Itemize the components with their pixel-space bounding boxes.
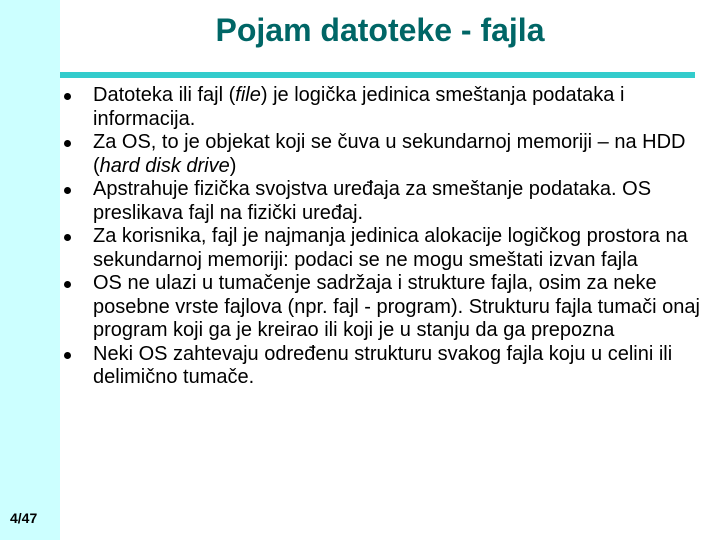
bullet-dot-icon (64, 281, 71, 288)
bullet-italic-text: file (235, 84, 261, 106)
bullet-text: ) je logička jedinica smeštanja podataka i informacija. (93, 84, 625, 130)
bullet-item (64, 178, 704, 225)
bullet-dot-icon (64, 140, 71, 147)
bullet-dot-icon (64, 234, 71, 241)
bullet-item (64, 343, 704, 390)
slide-title: Pojam datoteke - fajla (215, 12, 545, 48)
bullet-text: Apstrahuje fizička svojstva uređaja za smeštanje podataka. OS preslikava fajl na fizički uređaj. (93, 178, 652, 224)
bullet-text: OS ne ulazi u tumačenje sadržaja i strukture fajla, osim za neke posebne vrste fajlova (npr. fajl - program). Strukturu fajla tumači onaj program koji ga je kreirao ili koji je u stanju da ga prepozna (93, 272, 700, 341)
bullet-dot-icon (64, 187, 71, 194)
bullet-text: Datoteka ili fajl ( (93, 84, 236, 106)
bullet-dot-icon (64, 93, 71, 100)
bullet-item (64, 84, 704, 131)
bullet-list (64, 84, 704, 390)
bullet-italic-text: hard disk drive (99, 154, 230, 177)
bullet-dot-icon (64, 352, 71, 359)
bullet-item (64, 272, 704, 343)
page-number: 4/47 (10, 510, 38, 526)
bullet-text: Za korisnika, fajl je najmanja jedinica alokacije logičkog prostora na sekundarnoj memoriji: podaci se ne mogu smeštati izvan fajla (93, 225, 688, 271)
bullet-text: Neki OS zahtevaju određenu strukturu svakog fajla koju u celini ili delimično tumače. (93, 342, 673, 388)
bullet-item (64, 131, 704, 178)
title-underline (60, 72, 695, 78)
bullet-text: Za OS, to je objekat koji se čuva u sekundarnoj memoriji – na HDD ( (93, 131, 686, 177)
bullet-item (64, 225, 704, 272)
bullet-text: ) (229, 154, 237, 177)
left-sidebar-band (0, 0, 60, 540)
